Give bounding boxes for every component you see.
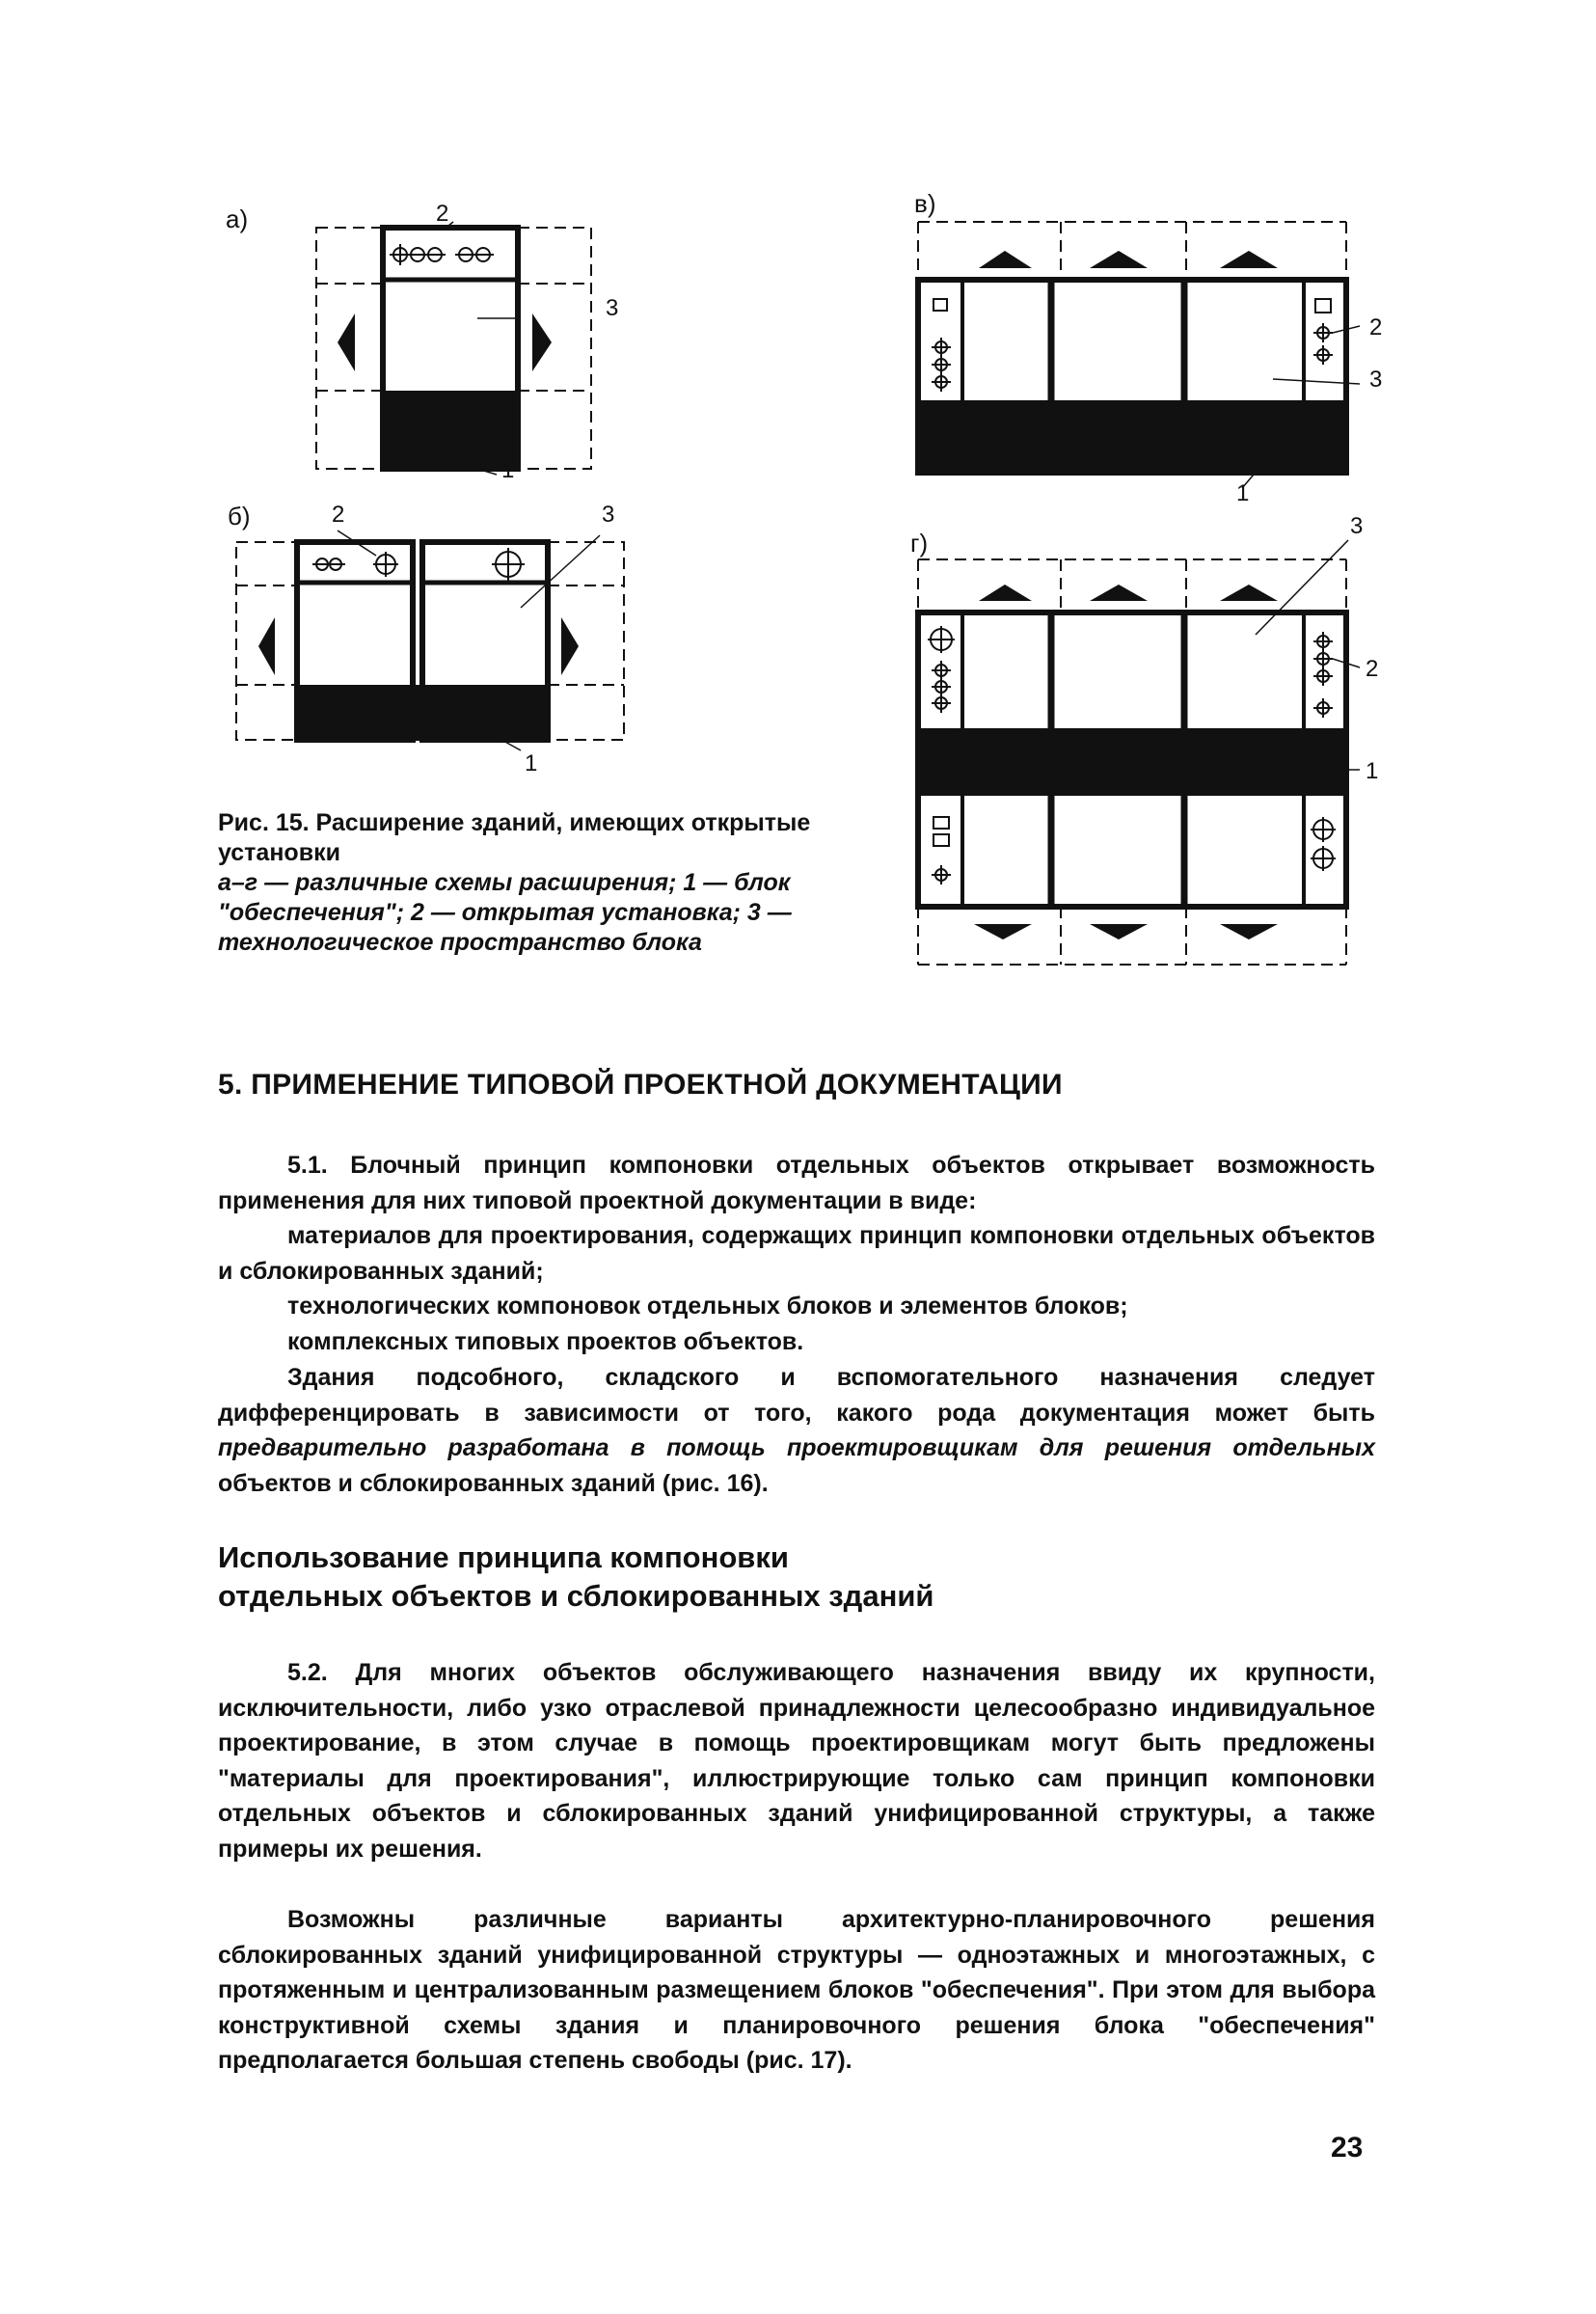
section-heading: 5. ПРИМЕНЕНИЕ ТИПОВОЙ ПРОЕКТНОЙ ДОКУМЕНТАЦИИ (218, 1069, 1063, 1101)
callout-a-3: 3 (606, 295, 619, 321)
callout-a-2: 2 (436, 201, 449, 227)
list-item-layouts-text: технологических компоновок отдельных блоков и элементов блоков; (287, 1293, 1128, 1320)
subsection-heading-line-1: Использование принципа компоновки (218, 1540, 789, 1574)
paragraph-5-1 (218, 1148, 1375, 1218)
list-item-materials-text: материалов для проектирования, содержащих принцип компоновки отдельных объектов и сблокированных зданий; (218, 1222, 1375, 1285)
list-item-projects-text: комплексных типовых проектов объектов. (287, 1328, 804, 1355)
callout-v-1: 1 (1236, 480, 1250, 506)
diagram-a (309, 212, 617, 477)
diagram-g (906, 540, 1389, 984)
paragraph-buildings-italic: предварительно разработана в помощь проектировщикам для решения отдельных (218, 1434, 1375, 1461)
paragraph-buildings-end: объектов и сблокированных зданий (рис. 16). (218, 1469, 769, 1497)
paragraph-buildings-start: Здания подсобного, складского и вспомогательного назначения следует дифференцировать в зависимости от того, какого рода документация может быть (218, 1364, 1375, 1427)
figure-caption-title: Рис. 15. Расширение зданий, имеющих открытые установки (218, 809, 811, 866)
list-item-materials (218, 1218, 1375, 1289)
paragraph-variants (218, 1902, 1375, 2079)
page-number: 23 (1331, 2132, 1364, 2164)
callout-b-1: 1 (525, 750, 538, 776)
callout-b-3: 3 (602, 502, 615, 528)
diagram-b (231, 521, 636, 757)
expand-left-arrow-b (258, 617, 275, 675)
diagram-b-drawing (231, 521, 636, 757)
callout-v-2: 2 (1369, 314, 1383, 340)
figure-caption-legend: а–г — различные схемы расширения; 1 — блок "обеспечения"; 2 — открытая установка; 3 — технологическое пространство блока (218, 869, 792, 956)
list-item-projects (218, 1324, 1375, 1360)
expand-left-arrow (338, 313, 355, 371)
callout-g-2: 2 (1366, 656, 1379, 682)
diagram-g-drawing (906, 540, 1389, 984)
paragraph-variants-text: Возможны различные варианты архитектурно-планировочного решения сблокированных зданий унифицированной структуры — одноэтажных и многоэтажных, с протяженным и централизованным размещением блоков "обеспечения". При этом для выбора конструктивной схемы здания и планировочного решения блока "обеспечения" предполагается большая степень свободы (рис. 17). (218, 1906, 1375, 2074)
callout-a-1: 1 (501, 457, 515, 483)
diagram-a-drawing (309, 212, 617, 477)
panel-label-b: б) (228, 502, 251, 531)
list-item-layouts (218, 1289, 1375, 1324)
expand-right-arrow (532, 313, 552, 371)
callout-v-3: 3 (1369, 367, 1383, 393)
diagram-v-drawing (906, 203, 1389, 502)
paragraph-5-2-text: 5.2. Для многих объектов обслуживающего назначения ввиду их крупности, исключительности, либо узко отраслевой принадлежности целесообразно индивидуальное проектирование, в этом случае в помощь проектировщикам могут быть предложены "материалы для проектирования", иллюстрирующие только сам принцип компоновки отдельных объектов и сблокированных зданий унифицированной структуры, а также примеры их решения. (218, 1659, 1375, 1863)
panel-label-g: г) (910, 529, 929, 558)
callout-g-1: 1 (1366, 758, 1379, 784)
subsection-heading (218, 1538, 1086, 1616)
expand-right-arrow-b (561, 617, 579, 675)
panel-label-a: а) (226, 204, 249, 233)
subsection-heading-line-2: отдельных объектов и сблокированных зданий (218, 1579, 934, 1613)
callout-b-2: 2 (332, 502, 345, 528)
paragraph-buildings (218, 1360, 1375, 1501)
panel-label-v: в) (914, 189, 936, 218)
figure-caption (218, 808, 835, 958)
diagram-v (906, 203, 1389, 502)
paragraph-5-2 (218, 1655, 1375, 1866)
callout-g-3: 3 (1350, 513, 1364, 539)
paragraph-5-1-text: 5.1. Блочный принцип компоновки отдельных объектов открывает возможность применения для них типовой проектной документации в виде: (218, 1152, 1375, 1214)
